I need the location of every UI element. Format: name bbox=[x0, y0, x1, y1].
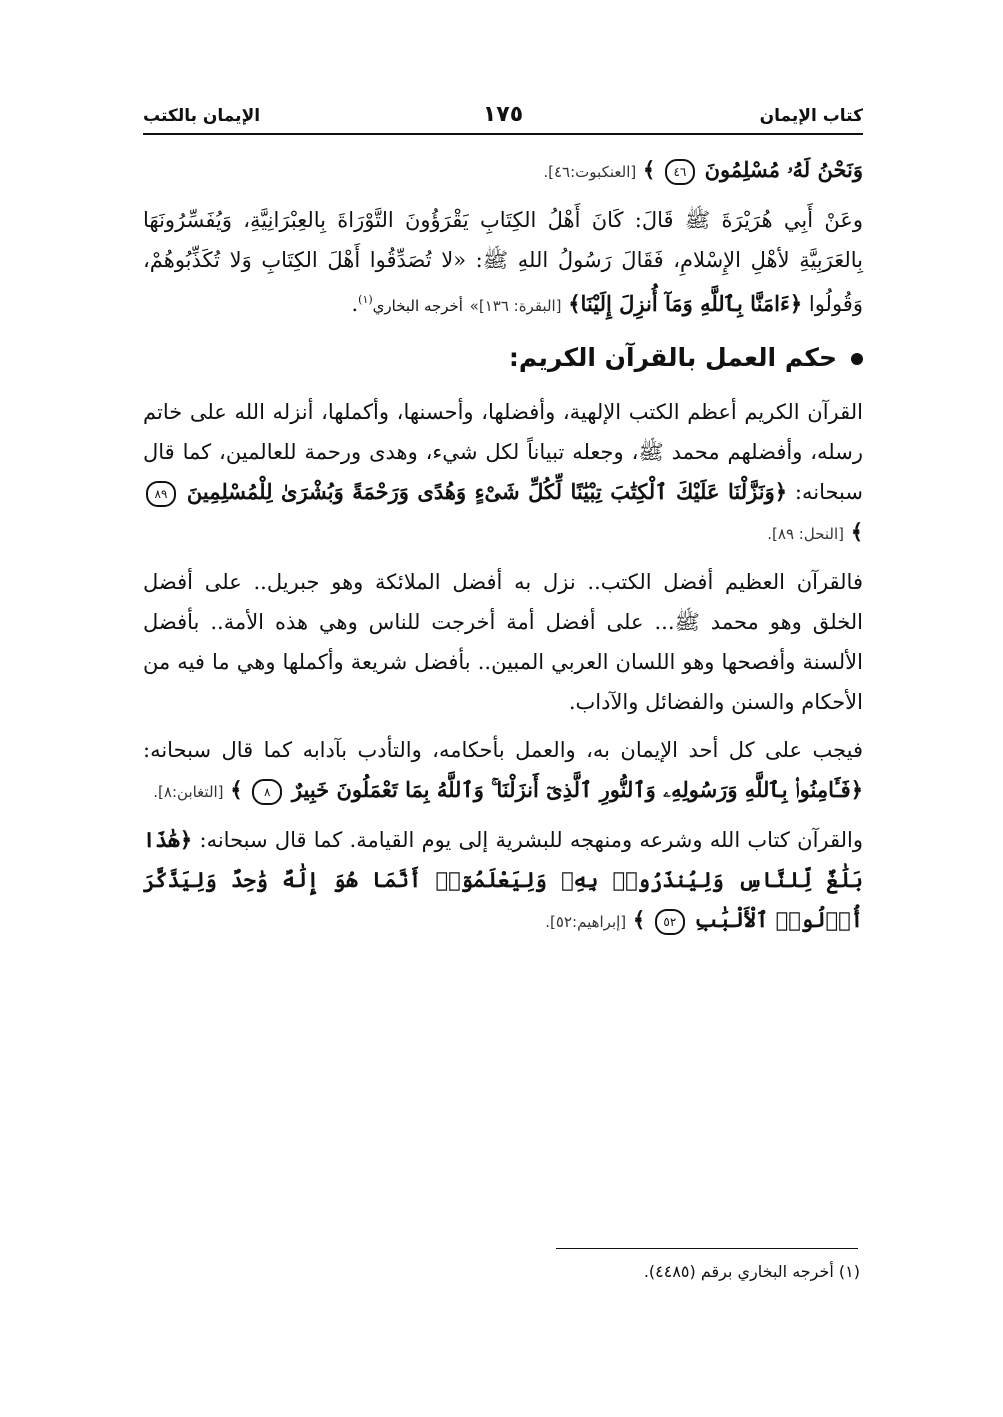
verse-reference: [النحل: ٨٩]. bbox=[767, 525, 844, 543]
chapter-title: كتاب الإيمان bbox=[759, 106, 863, 126]
quran-verse: هَٰذَا بَلَٰغٌ لِّلنَّاسِ وَلِيُنذَرُوا۟ بِهِۦ وَلِيَعْلَمُوٓا۟ أَنَّمَا هُوَ إِلَٰهٌ وَٰحِدٌ وَلِيَذَّكَّرَ أُو۟لُوا۟ ٱلْأَلْبَٰبِ bbox=[143, 827, 863, 932]
section-heading bbox=[143, 336, 863, 380]
ornament-close: ﴾ bbox=[632, 907, 646, 932]
verse-reference: [إبراهيم:٥٢]. bbox=[545, 913, 627, 931]
section-title: الإيمان بالكتب bbox=[143, 106, 261, 126]
body-text: والقرآن كتاب الله وشرعه ومنهجه للبشرية إلى يوم القيامة. كما قال سبحانه: bbox=[199, 828, 863, 852]
quran-verse: ءَامَنَّا بِٱللَّهِ وَمَآ أُنزِلَ إِلَيْنَا bbox=[580, 291, 790, 316]
verse-reference: [العنكبوت:٤٦]. bbox=[543, 163, 637, 181]
ornament-close: ﴾ bbox=[850, 519, 863, 544]
page-header bbox=[143, 96, 863, 136]
paragraph-5 bbox=[143, 730, 863, 812]
page-content bbox=[143, 150, 863, 950]
verse-reference: [البقرة: ١٣٦]» bbox=[469, 297, 562, 315]
ornament-close: ﴾ bbox=[568, 291, 581, 316]
paragraph-2: وعَنْ أَبِي هُرَيْرَةَ ﷺ قَالَ: كَانَ أَهْلُ الكِتَابِ يَقْرَؤُونَ التَّوْرَاةَ بِالعِبْرَانِيَّةِ، وَيُفَسِّرُونَهَا بِالعَرَبِيَّةِ لأهْلِ الإِسْلامِ، فَقَالَ رَسُولُ اللهِ ﷺ: «لا تُصَدِّقُوا أَهْلَ الكِتَابِ وَلا تُكَذِّبُوهُمْ، وَقُولُوا ﴿ءَامَنَّا بِٱللَّهِ وَمَآ أُنزِلَ إِلَيْنَا﴾ [البقرة: ١٣٦]» أخرجه البخاري$^{(١)}$. bbox=[143, 208, 863, 316]
quran-verse: فَـَٔامِنُوا۟ بِٱللَّهِ وَرَسُولِهِۦ وَٱلنُّورِ ٱلَّذِىٓ أَنزَلْنَا ۚ وَٱللَّهُ بِمَا تَعْمَلُونَ خَبِيرٌ bbox=[291, 777, 851, 802]
footnote-rule bbox=[556, 1248, 858, 1249]
footnote-marker[interactable]: (١) bbox=[358, 293, 373, 306]
paragraph-4 bbox=[143, 562, 863, 722]
footnote: (١) أخرجه البخاري برقم (٤٤٨٥). bbox=[643, 1262, 860, 1281]
ornament-open: ﴿ bbox=[850, 777, 863, 802]
header-rule bbox=[143, 133, 863, 135]
body-text: فالقرآن العظيم أفضل الكتب.. نزل به أفضل الملائكة وهو جبريل.. على أفضل الخلق وهو محمد ﷺ... على أفضل أمة أخرجت للناس وهي هذه الأمة.. بأفضل الألسنة وأفصحها وهو اللسان العربي المبين.. بأفضل شريعة وأكملها وهي ما فيه من الأحكام والسنن والفضائل والآداب. bbox=[143, 570, 863, 714]
paragraph-1 bbox=[143, 150, 863, 192]
ornament-open: ﴿ bbox=[774, 479, 788, 504]
ayah-number: ٤٦ bbox=[665, 159, 695, 185]
hadith-text: وعَنْ أَبِي هُرَيْرَةَ ﷺ قَالَ: كَانَ أَهْلُ الكِتَابِ يَقْرَؤُونَ التَّوْرَاةَ بِالعِبْرَانِيَّةِ، وَيُفَسِّرُونَهَا بِالعَرَبِيَّةِ لأهْلِ الإِسْلامِ، فَقَالَ رَسُولُ اللهِ ﷺ: «لا تُصَدِّقُوا أَهْلَ الكِتَابِ وَلا تُكَذِّبُوهُمْ، وَقُولُوا bbox=[143, 208, 863, 316]
hadith-source: أخرجه البخاري bbox=[372, 297, 463, 315]
heading-text: حكم العمل بالقرآن الكريم: bbox=[508, 343, 837, 372]
body-text: فيجب على كل أحد الإيمان به، والعمل بأحكامه، والتأدب بآدابه كما قال سبحانه: bbox=[143, 738, 863, 762]
body-text: القرآن الكريم أعظم الكتب الإلهية، وأفضلها، وأحسنها، وأكملها، أنزله الله على خاتم رسله، وأفضلهم محمد ﷺ، وجعله تبياناً لكل شيء، وهدى ورحمة للعالمين، كما قال سبحانه: bbox=[143, 400, 863, 504]
bullet-icon bbox=[851, 353, 863, 365]
quran-verse: وَنَزَّلْنَا عَلَيْكَ ٱلْكِتَٰبَ تِبْيَٰنًا لِّكُلِّ شَىْءٍ وَهُدًى وَرَحْمَةً وَبُشْرَىٰ لِلْمُسْلِمِينَ bbox=[186, 479, 775, 504]
verse-reference: [التغابن:٨]. bbox=[153, 783, 224, 801]
ayah-number: ٥٢ bbox=[655, 909, 685, 935]
ayah-number: ٨ bbox=[252, 779, 282, 805]
page-number: ١٧٥ bbox=[482, 102, 524, 127]
ornament-open: ﴿ bbox=[179, 827, 193, 852]
ornament-close: ﴾ bbox=[642, 157, 656, 182]
quran-verse: وَنَحْنُ لَهُۥ مُسْلِمُونَ bbox=[704, 157, 863, 182]
paragraph-3 bbox=[143, 392, 863, 554]
ornament-close: ﴾ bbox=[230, 777, 243, 802]
ornament-open: ﴿ bbox=[789, 291, 803, 316]
paragraph-6 bbox=[143, 820, 863, 942]
ayah-number: ٨٩ bbox=[146, 481, 176, 507]
